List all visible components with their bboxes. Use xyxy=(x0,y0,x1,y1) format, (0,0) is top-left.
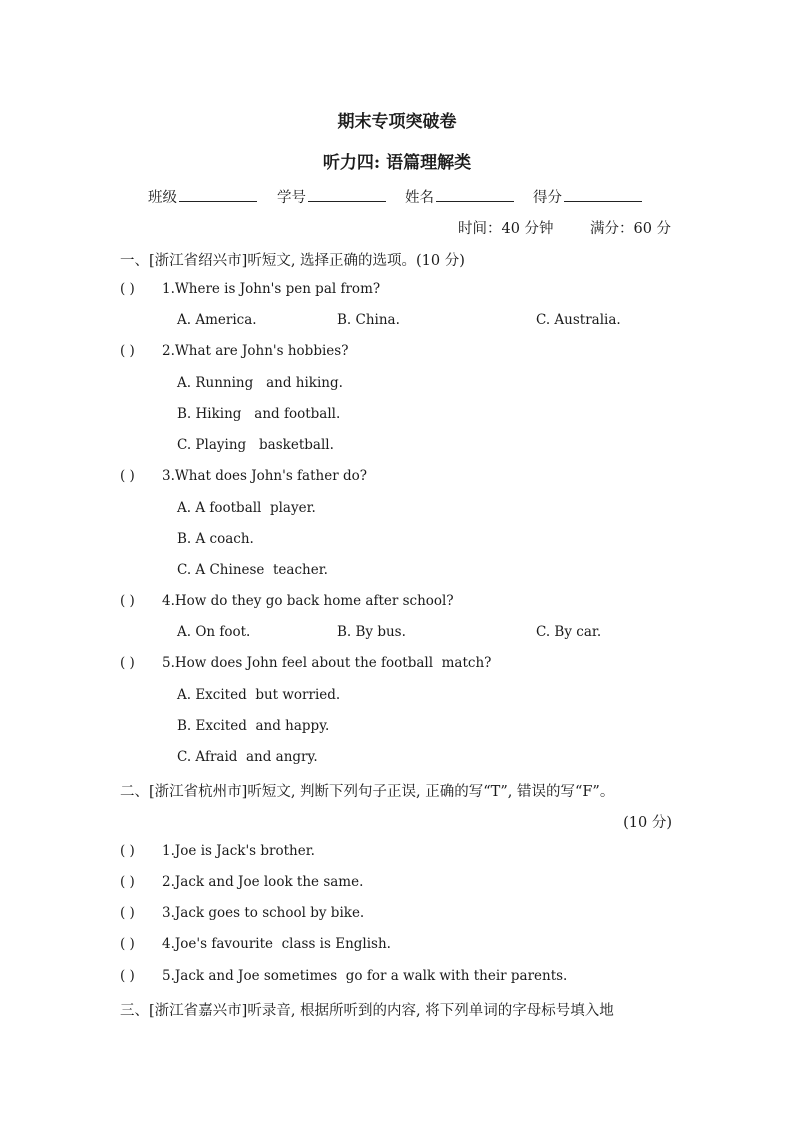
option-c: C. Afraid and angry. xyxy=(177,749,318,765)
section2-score: (10 分) xyxy=(623,815,672,831)
option-a: A. America. xyxy=(177,312,257,328)
option-a: A. A football player. xyxy=(177,500,316,516)
page-subtitle: 听力四: 语篇理解类 xyxy=(322,153,472,173)
question-text: 5.How does John feel about the football match? xyxy=(162,655,492,671)
option-b: B. A coach. xyxy=(177,531,254,547)
option-c: C. Australia. xyxy=(536,312,621,328)
answer-paren[interactable]: ( ) xyxy=(120,968,135,984)
option-c: C. By car. xyxy=(536,624,602,640)
option-a: A. Excited but worried. xyxy=(177,687,341,703)
score-blank[interactable] xyxy=(564,187,642,202)
answer-paren[interactable]: ( ) xyxy=(120,281,135,297)
question xyxy=(120,968,567,984)
question xyxy=(120,655,491,671)
name-label: 姓名 xyxy=(405,190,434,206)
page-title: 期末专项突破卷 xyxy=(337,112,457,132)
answer-paren[interactable]: ( ) xyxy=(120,593,135,609)
time-limit: 时间：40 分钟 xyxy=(458,221,554,237)
score-field xyxy=(533,186,642,207)
question-text: 1.Joe is Jack's brother. xyxy=(162,843,315,859)
option-c: C. A Chinese teacher. xyxy=(177,562,328,578)
question-text: 5.Jack and Joe sometimes go for a walk with their parents. xyxy=(162,968,568,984)
question xyxy=(120,468,367,484)
option-a: A. Running and hiking. xyxy=(177,375,343,391)
question-text: 2.What are John's hobbies? xyxy=(162,343,349,359)
question xyxy=(120,593,454,609)
answer-paren[interactable]: ( ) xyxy=(120,655,135,671)
question xyxy=(120,905,364,921)
name-blank[interactable] xyxy=(436,187,514,202)
question-text: 1.Where is John's pen pal from? xyxy=(162,281,381,297)
answer-paren[interactable]: ( ) xyxy=(120,905,135,921)
full-score: 满分：60 分 xyxy=(590,221,672,237)
class-field xyxy=(148,186,257,207)
option-b: B. By bus. xyxy=(337,624,406,640)
class-label: 班级 xyxy=(148,190,177,206)
question-text: 3.What does John's father do? xyxy=(162,468,367,484)
question xyxy=(120,874,363,890)
question xyxy=(120,936,391,952)
question-text: 3.Jack goes to school by bike. xyxy=(162,905,365,921)
section3-heading: 三、[浙江省嘉兴市]听录音, 根据所听到的内容, 将下列单词的字母标号填入地 xyxy=(120,1003,614,1019)
option-b: B. China. xyxy=(337,312,400,328)
question xyxy=(120,843,315,859)
answer-paren[interactable]: ( ) xyxy=(120,343,135,359)
student-number-label: 学号 xyxy=(277,190,306,206)
option-b: B. Excited and happy. xyxy=(177,718,330,734)
question xyxy=(120,343,348,359)
name-field xyxy=(405,186,514,207)
option-b: B. Hiking and football. xyxy=(177,406,341,422)
question-text: 2.Jack and Joe look the same. xyxy=(162,874,364,890)
question xyxy=(120,281,380,297)
student-number-field xyxy=(277,186,386,207)
section1-heading: 一、[浙江省绍兴市]听短文, 选择正确的选项。(10 分) xyxy=(120,253,465,269)
answer-paren[interactable]: ( ) xyxy=(120,843,135,859)
question-text: 4.Joe's favourite class is English. xyxy=(162,936,391,952)
question-text: 4.How do they go back home after school? xyxy=(162,593,454,609)
answer-paren[interactable]: ( ) xyxy=(120,874,135,890)
class-blank[interactable] xyxy=(179,187,257,202)
answer-paren[interactable]: ( ) xyxy=(120,468,135,484)
student-number-blank[interactable] xyxy=(308,187,386,202)
score-label: 得分 xyxy=(533,190,562,206)
section2-heading: 二、[浙江省杭州市]听短文, 判断下列句子正误, 正确的写“T”, 错误的写“F”。 xyxy=(120,784,615,800)
answer-paren[interactable]: ( ) xyxy=(120,936,135,952)
option-c: C. Playing basketball. xyxy=(177,437,334,453)
option-a: A. On foot. xyxy=(177,624,251,640)
